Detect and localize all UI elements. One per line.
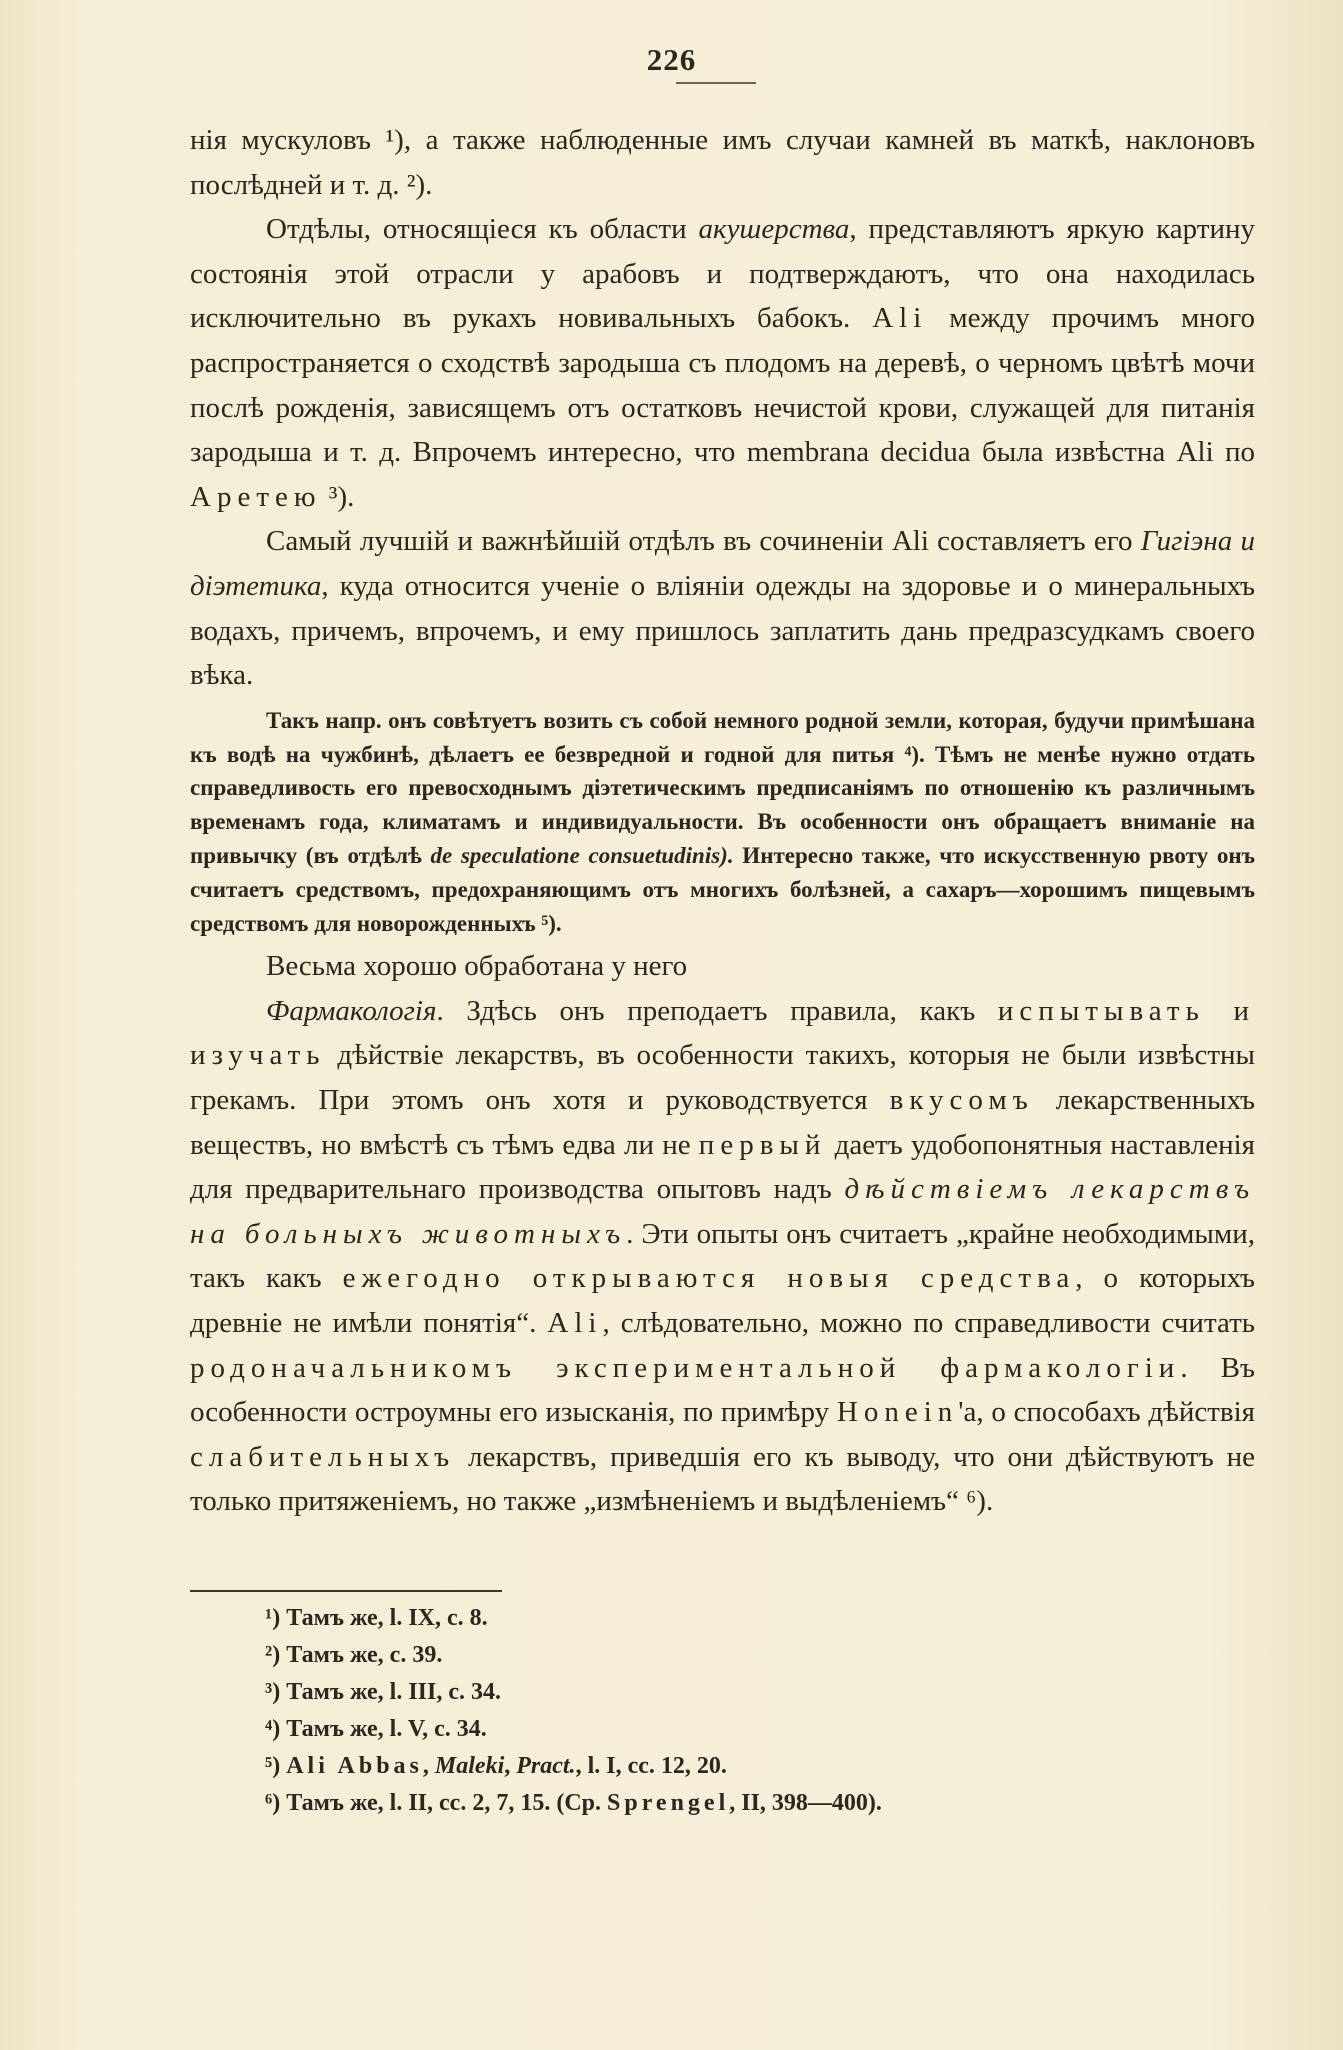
- paragraph-2: Отдѣлы, относящіеся къ области акушерства, представляютъ яркую картину состоянія этой отрасли у арабовъ и подтверждаютъ, что она находилась исключительно въ рукахъ новивальныхъ бабокъ. Ali между прочимъ много распространяется о сходствѣ зародыша съ плодомъ на деревѣ, о черномъ цвѣтѣ мочи послѣ рожденія, зависящемъ отъ остатковъ нечистой крови, служащей для питанія зародыша и т. д. Впрочемъ интересно, что membrana decidua была извѣстна Ali по Аретею ³).: [190, 213, 1255, 513]
- paragraph-3: Самый лучшій и важнѣйшій отдѣлъ въ сочиненіи Ali составляетъ его Гигіэна и діэтетика, куда относится ученіе о вліяніи одежды на здоровье и о минеральныхъ водахъ, причемъ, впрочемъ, и ему пришлось заплатить дань предразсудкамъ своего вѣка.: [190, 525, 1255, 692]
- page-number-underline: [676, 82, 756, 84]
- footnote-3: ³) Тамъ же, l. III, c. 34.: [265, 1679, 502, 1705]
- footnote-1: ¹) Тамъ же, l. IX, c. 8.: [265, 1605, 488, 1631]
- footnote-5: ⁵) Ali Abbas, Maleki, Pract., l. I, cc. 12, 20.: [265, 1753, 727, 1779]
- small-print-paragraph: Такъ напр. онъ совѣтуетъ возить съ собой немного родной земли, которая, будучи примѣшана къ водѣ на чужбинѣ, дѣлаетъ ее безвредной и годной для питья ⁴). Тѣмъ не менѣе нужно отдать справедливость его превосходнымъ діэтетическимъ предписаніямъ по отношенію къ различнымъ временамъ года, климатамъ и индивидуальности. Въ особенности онъ обращаетъ вниманіе на привычку (въ отдѣлѣ de speculatione consuetudinis). Интересно также, что искусственную рвоту онъ считаетъ средствомъ, предохраняющимъ отъ многихъ болѣзней, а сахаръ—хорошимъ пищевымъ средствомъ для новорожденныхъ ⁵).: [190, 707, 1255, 936]
- footnotes: [265, 1600, 1165, 1822]
- page-number: 226: [646, 42, 697, 77]
- footnote-separator: [190, 1590, 502, 1592]
- paragraph-5: Фармакологія. Здѣсь онъ преподаетъ правила, какъ испытывать и изучать дѣйствіе лекарствъ, въ особенности такихъ, которыя не были извѣстны грекамъ. При этомъ онъ хотя и руководствуется вкусомъ лекарственныхъ веществъ, но вмѣстѣ съ тѣмъ едва ли не первый даетъ удобопонятныя наставленія для предварительнаго производства опытовъ надъ дѣйствіемъ лекарствъ на больныхъ животныхъ. Эти опыты онъ считаетъ „крайне необходимыми, такъ какъ ежегодно открываются новыя средства, о которыхъ древніе не имѣли понятія“. Ali, слѣдовательно, можно по справедливости считать родоначальникомъ экспериментальной фармакологіи. Въ особенности остроумны его изысканія, по примѣру Honein'a, о способахъ дѣйствія слабительныхъ лекарствъ, приведшія его къ выводу, что они дѣйствуютъ не только притяженіемъ, но также „измѣненіемъ и выдѣленіемъ“ ⁶).: [190, 994, 1256, 1518]
- footnote-2: ²) Тамъ же, с. 39.: [265, 1642, 443, 1668]
- paragraph-4: Весьма хорошо обработана у него: [266, 950, 688, 983]
- main-text: [190, 118, 1255, 1524]
- footnote-4: ⁴) Тамъ же, l. V, c. 34.: [265, 1716, 487, 1742]
- paragraph-1: нія мускуловъ ¹), а также наблюденные имъ случаи камней въ маткѣ, наклоновъ послѣдней и т. д. ²).: [190, 124, 1255, 201]
- footnote-6: ⁶) Тамъ же, l. II, cc. 2, 7, 15. (Ср. Sprengel, II, 398—400).: [265, 1790, 882, 1816]
